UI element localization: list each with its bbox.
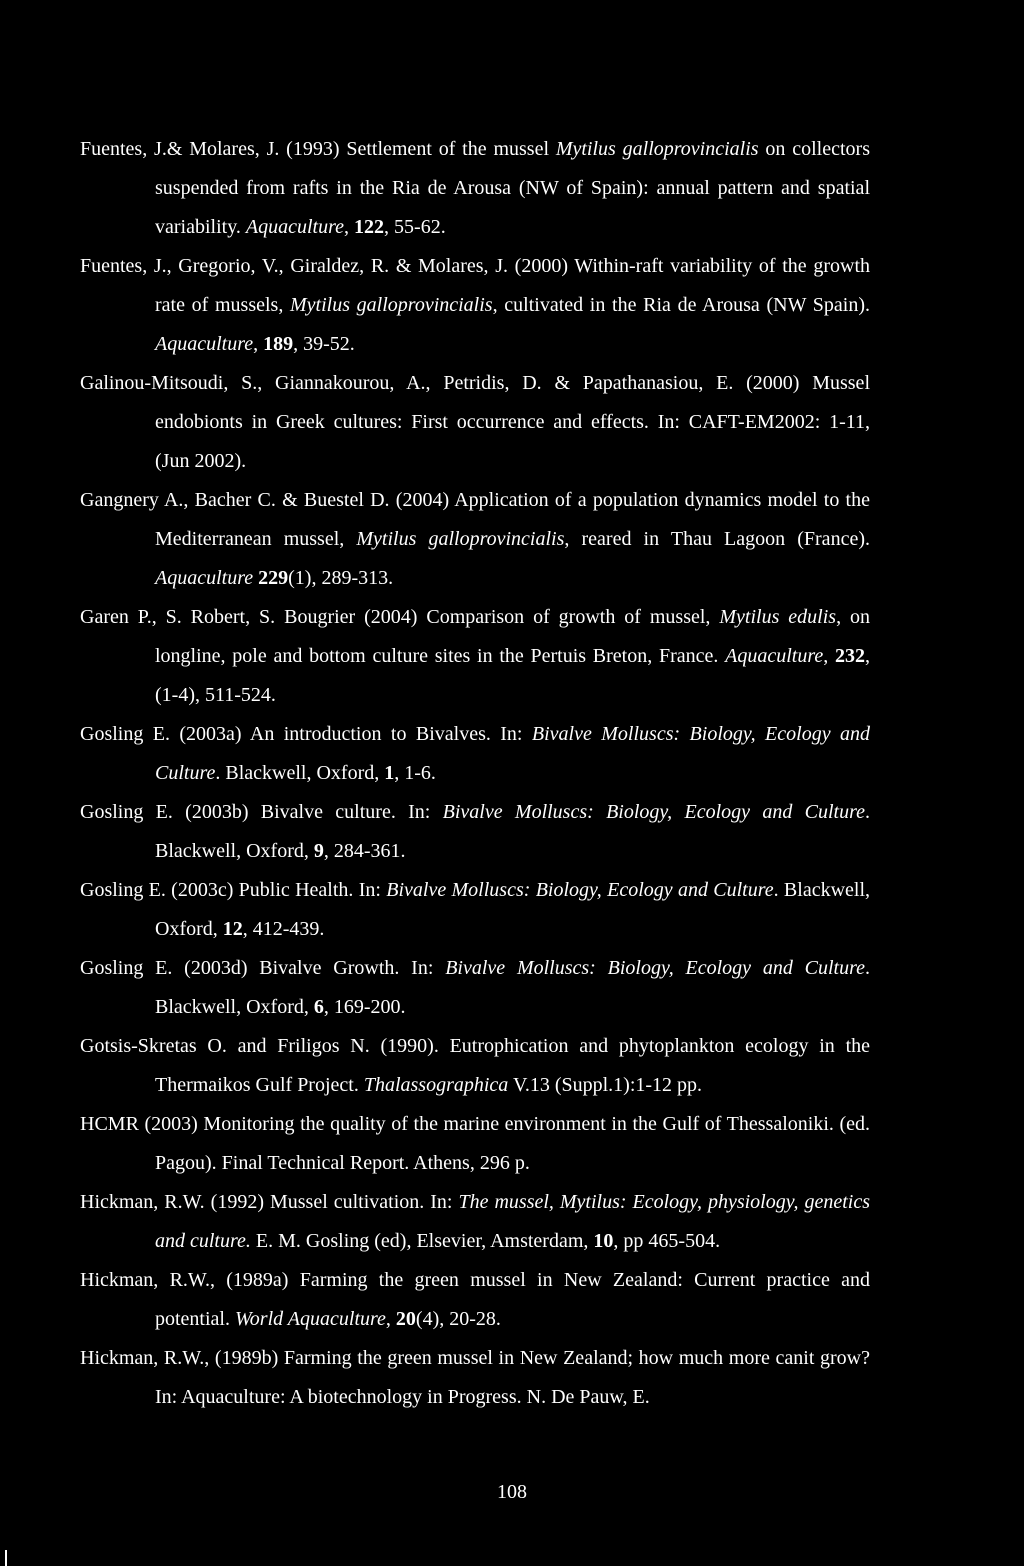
margin-mark: [5, 1550, 7, 1566]
reference-entry: Gosling E. (2003d) Bivalve Growth. In: Bivalve Molluscs: Biology, Ecology and Culture. Blackwell, Oxford, 6, 169-200.: [80, 957, 870, 1018]
reference-entry: Garen P., S. Robert, S. Bougrier (2004) Comparison of growth of mussel, Mytilus edulis, on longline, pole and bottom culture sites in the Pertuis Breton, France. Aquaculture, 232, (1-4), 511-524.: [80, 606, 871, 706]
reference-entry: Hickman, R.W. (1992) Mussel cultivation. In: The mussel, Mytilus: Ecology, physiology, genetics and culture. E. M. Gosling (ed), Elsevier, Amsterdam, 10, pp 465-504.: [80, 1191, 871, 1252]
reference-entry: Hickman, R.W., (1989b) Farming the green mussel in New Zealand; how much more canit grow? In: Aquaculture: A biotechnology in Progress. N. De Pauw, E.: [80, 1347, 870, 1408]
reference-entry: Gosling E. (2003b) Bivalve culture. In: Bivalve Molluscs: Biology, Ecology and Culture. Blackwell, Oxford, 9, 284-361.: [80, 801, 870, 862]
reference-entry: Fuentes, J., Gregorio, V., Giraldez, R. & Molares, J. (2000) Within-raft variability of the growth rate of mussels, Mytilus galloprovincialis, cultivated in the Ria de Arousa (NW Spain). Aquaculture, 189, 39-52.: [80, 255, 870, 355]
reference-list: [80, 130, 870, 1417]
reference-entry: Gotsis-Skretas O. and Friligos N. (1990). Eutrophication and phytoplankton ecology in the Thermaikos Gulf Project. Thalassographica V.13 (Suppl.1):1-12 pp.: [80, 1035, 870, 1096]
reference-entry: Gosling E. (2003c) Public Health. In: Bivalve Molluscs: Biology, Ecology and Culture. Blackwell, Oxford, 12, 412-439.: [80, 879, 871, 940]
page-number: 108: [497, 1481, 527, 1503]
reference-entry: Gosling E. (2003a) An introduction to Bivalves. In: Bivalve Molluscs: Biology, Ecology and Culture. Blackwell, Oxford, 1, 1-6.: [80, 723, 870, 784]
reference-entry: Galinou-Mitsoudi, S., Giannakourou, A., Petridis, D. & Papathanasiou, E. (2000) Mussel endobionts in Greek cultures: First occurrence and effects. In: CAFT-EM2002: 1-11, (Jun 2002).: [80, 372, 870, 472]
reference-entry: HCMR (2003) Monitoring the quality of the marine environment in the Gulf of Thessaloniki. (ed. Pagou). Final Technical Report. Athens, 296 p.: [80, 1113, 870, 1174]
reference-entry: Hickman, R.W., (1989a) Farming the green mussel in New Zealand: Current practice and potential. World Aquaculture, 20(4), 20-28.: [80, 1269, 870, 1330]
reference-entry: Gangnery A., Bacher C. & Buestel D. (2004) Application of a population dynamics model to the Mediterranean mussel, Mytilus galloprovincialis, reared in Thau Lagoon (France). Aquaculture 229(1), 289-313.: [80, 489, 870, 589]
reference-entry: Fuentes, J.& Molares, J. (1993) Settlement of the mussel Mytilus galloprovincialis on collectors suspended from rafts in the Ria de Arousa (NW of Spain): annual pattern and spatial variability. Aquaculture, 122, 55-62.: [80, 138, 870, 238]
